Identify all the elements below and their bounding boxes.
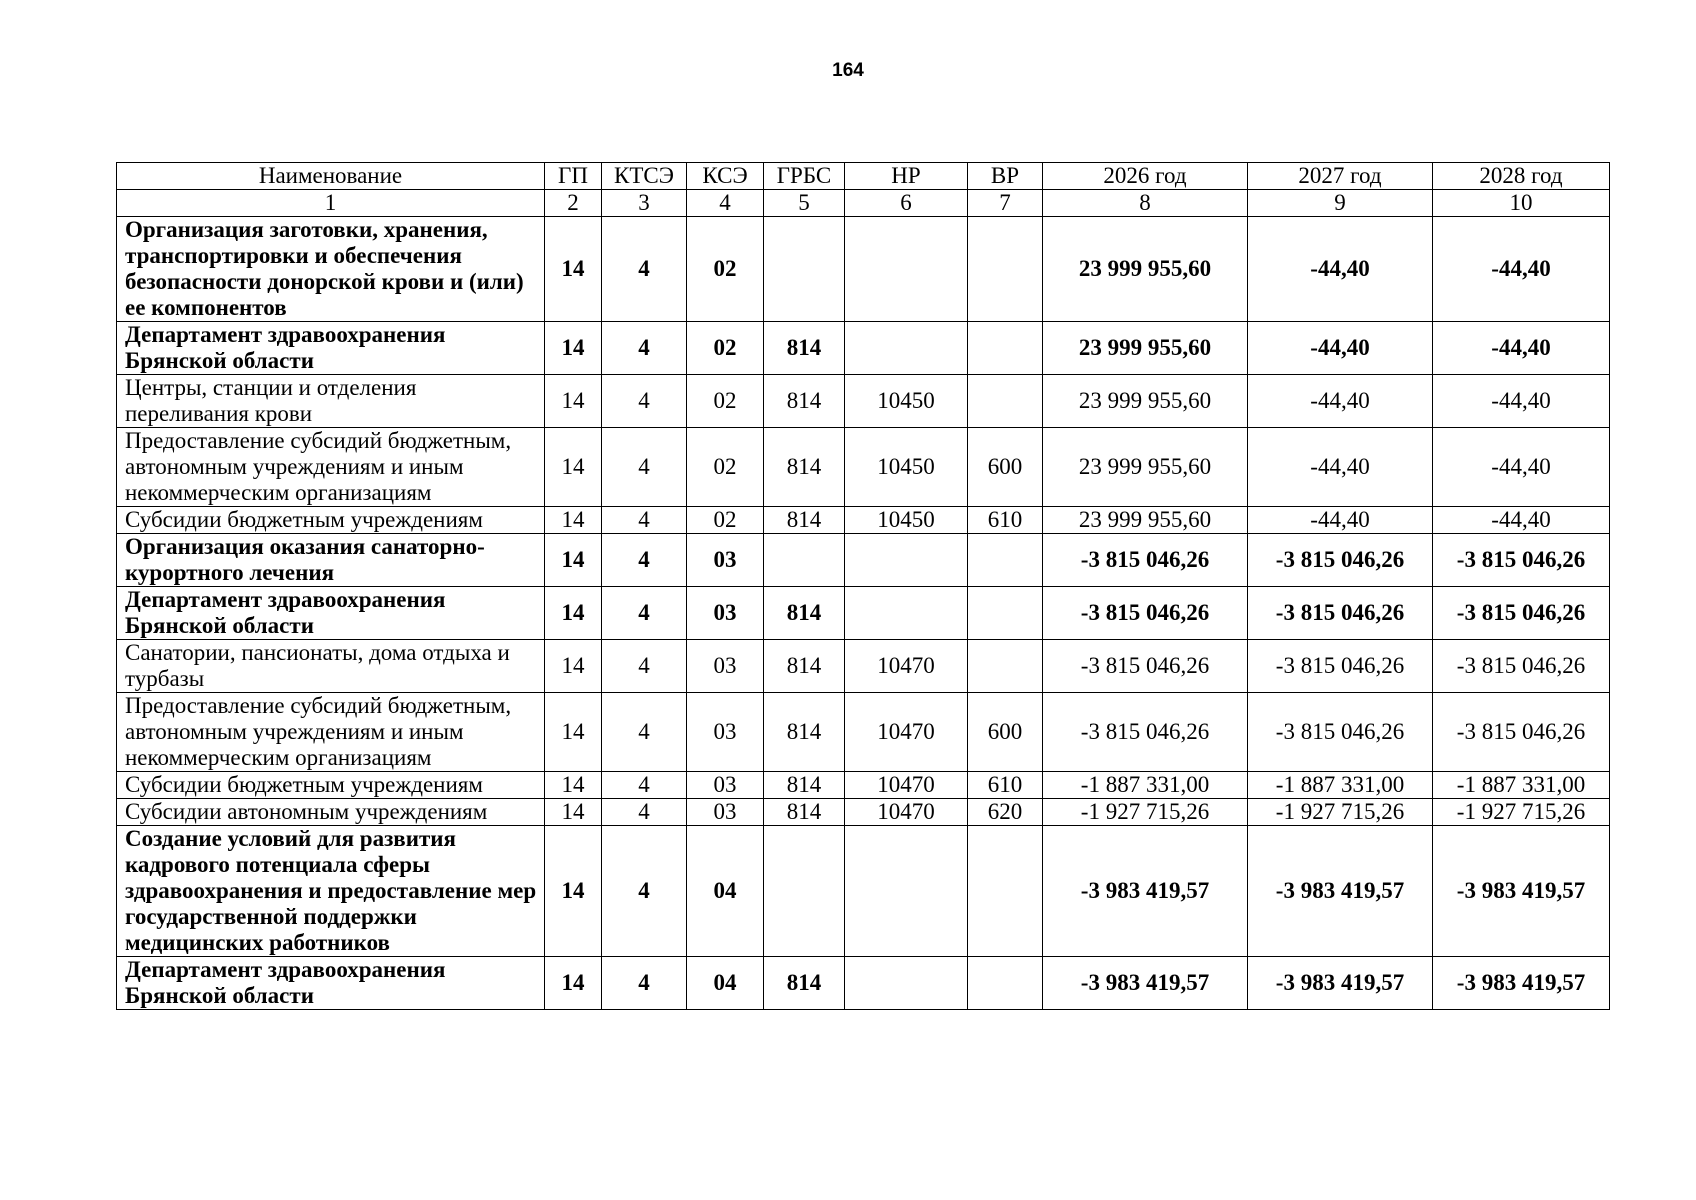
column-number: 9 <box>1248 190 1433 217</box>
cell-nr <box>845 322 968 375</box>
cell-nr: 10470 <box>845 772 968 799</box>
header-2027: 2027 год <box>1248 163 1433 190</box>
cell-kse: 02 <box>687 507 764 534</box>
row-name: Субсидии бюджетным учреждениям <box>117 507 545 534</box>
cell-vr <box>968 217 1043 322</box>
row-name: Департамент здравоохранения Брянской области <box>117 322 545 375</box>
cell-vr <box>968 587 1043 640</box>
cell-2027: -44,40 <box>1248 428 1433 507</box>
cell-2028: -3 983 419,57 <box>1433 957 1610 1010</box>
cell-kse: 03 <box>687 693 764 772</box>
column-number: 10 <box>1433 190 1610 217</box>
table-body <box>117 217 1610 1010</box>
cell-grbs: 814 <box>764 693 845 772</box>
row-name: Департамент здравоохранения Брянской области <box>117 957 545 1010</box>
cell-vr <box>968 322 1043 375</box>
column-number: 4 <box>687 190 764 217</box>
cell-vr <box>968 826 1043 957</box>
table-row <box>117 428 1610 507</box>
cell-2026: -3 983 419,57 <box>1043 826 1248 957</box>
cell-nr <box>845 957 968 1010</box>
cell-ktse: 4 <box>602 799 687 826</box>
cell-ktse: 4 <box>602 826 687 957</box>
cell-2028: -44,40 <box>1433 375 1610 428</box>
header-name: Наименование <box>117 163 545 190</box>
cell-vr <box>968 534 1043 587</box>
cell-2028: -3 983 419,57 <box>1433 826 1610 957</box>
cell-2027: -1 927 715,26 <box>1248 799 1433 826</box>
table-row <box>117 693 1610 772</box>
cell-2027: -3 983 419,57 <box>1248 826 1433 957</box>
cell-grbs: 814 <box>764 772 845 799</box>
header-row <box>117 163 1610 190</box>
cell-gp: 14 <box>545 799 602 826</box>
cell-nr: 10450 <box>845 428 968 507</box>
cell-kse: 04 <box>687 957 764 1010</box>
row-name: Организация оказания санаторно-курортного лечения <box>117 534 545 587</box>
cell-2028: -3 815 046,26 <box>1433 640 1610 693</box>
cell-nr <box>845 217 968 322</box>
cell-2028: -3 815 046,26 <box>1433 534 1610 587</box>
cell-gp: 14 <box>545 428 602 507</box>
cell-nr <box>845 587 968 640</box>
column-number: 2 <box>545 190 602 217</box>
cell-gp: 14 <box>545 375 602 428</box>
row-name: Организация заготовки, хранения, транспортировки и обеспечения безопасности донорской крови и (или) ее компонентов <box>117 217 545 322</box>
cell-gp: 14 <box>545 693 602 772</box>
table-row <box>117 534 1610 587</box>
cell-2026: 23 999 955,60 <box>1043 375 1248 428</box>
cell-nr <box>845 826 968 957</box>
cell-grbs <box>764 534 845 587</box>
cell-kse: 03 <box>687 772 764 799</box>
cell-kse: 02 <box>687 375 764 428</box>
cell-2028: -3 815 046,26 <box>1433 693 1610 772</box>
cell-2027: -44,40 <box>1248 217 1433 322</box>
header-2026: 2026 год <box>1043 163 1248 190</box>
page-number: 164 <box>832 60 864 81</box>
cell-vr <box>968 640 1043 693</box>
cell-grbs: 814 <box>764 957 845 1010</box>
cell-2026: -3 815 046,26 <box>1043 640 1248 693</box>
cell-2027: -3 815 046,26 <box>1248 534 1433 587</box>
cell-ktse: 4 <box>602 375 687 428</box>
cell-2027: -3 983 419,57 <box>1248 957 1433 1010</box>
cell-gp: 14 <box>545 534 602 587</box>
cell-nr: 10450 <box>845 375 968 428</box>
header-2028: 2028 год <box>1433 163 1610 190</box>
header-nr: НР <box>845 163 968 190</box>
cell-nr: 10450 <box>845 507 968 534</box>
row-name: Предоставление субсидий бюджетным, автономным учреждениям и иным некоммерческим организациям <box>117 693 545 772</box>
cell-2026: 23 999 955,60 <box>1043 428 1248 507</box>
cell-grbs: 814 <box>764 375 845 428</box>
cell-ktse: 4 <box>602 217 687 322</box>
table-row <box>117 799 1610 826</box>
table-row <box>117 957 1610 1010</box>
cell-2027: -44,40 <box>1248 375 1433 428</box>
cell-2028: -1 927 715,26 <box>1433 799 1610 826</box>
cell-grbs: 814 <box>764 507 845 534</box>
cell-2028: -3 815 046,26 <box>1433 587 1610 640</box>
table-row <box>117 217 1610 322</box>
cell-grbs: 814 <box>764 428 845 507</box>
cell-grbs: 814 <box>764 799 845 826</box>
cell-2027: -44,40 <box>1248 322 1433 375</box>
cell-2026: -3 815 046,26 <box>1043 693 1248 772</box>
cell-gp: 14 <box>545 826 602 957</box>
row-name: Центры, станции и отделения переливания крови <box>117 375 545 428</box>
cell-2026: -3 815 046,26 <box>1043 587 1248 640</box>
row-name: Субсидии автономным учреждениям <box>117 799 545 826</box>
cell-kse: 03 <box>687 534 764 587</box>
cell-kse: 03 <box>687 799 764 826</box>
cell-vr: 610 <box>968 772 1043 799</box>
cell-grbs: 814 <box>764 640 845 693</box>
cell-kse: 03 <box>687 640 764 693</box>
cell-nr: 10470 <box>845 693 968 772</box>
cell-2027: -44,40 <box>1248 507 1433 534</box>
table-header <box>117 163 1610 217</box>
cell-2026: -3 983 419,57 <box>1043 957 1248 1010</box>
cell-2026: -3 815 046,26 <box>1043 534 1248 587</box>
cell-kse: 02 <box>687 217 764 322</box>
cell-kse: 04 <box>687 826 764 957</box>
header-kse: КСЭ <box>687 163 764 190</box>
cell-2028: -1 887 331,00 <box>1433 772 1610 799</box>
cell-2028: -44,40 <box>1433 217 1610 322</box>
table-row <box>117 640 1610 693</box>
header-gp: ГП <box>545 163 602 190</box>
cell-gp: 14 <box>545 772 602 799</box>
cell-vr: 610 <box>968 507 1043 534</box>
table-row <box>117 772 1610 799</box>
cell-2027: -3 815 046,26 <box>1248 640 1433 693</box>
cell-vr: 620 <box>968 799 1043 826</box>
cell-2026: 23 999 955,60 <box>1043 217 1248 322</box>
cell-ktse: 4 <box>602 534 687 587</box>
table-row <box>117 375 1610 428</box>
table-row <box>117 507 1610 534</box>
header-grbs: ГРБС <box>764 163 845 190</box>
table-row <box>117 322 1610 375</box>
cell-vr: 600 <box>968 693 1043 772</box>
cell-2027: -3 815 046,26 <box>1248 693 1433 772</box>
cell-ktse: 4 <box>602 322 687 375</box>
cell-2027: -1 887 331,00 <box>1248 772 1433 799</box>
cell-vr <box>968 375 1043 428</box>
cell-kse: 02 <box>687 428 764 507</box>
row-name: Субсидии бюджетным учреждениям <box>117 772 545 799</box>
column-number: 1 <box>117 190 545 217</box>
cell-2026: -1 927 715,26 <box>1043 799 1248 826</box>
cell-vr <box>968 957 1043 1010</box>
cell-nr: 10470 <box>845 799 968 826</box>
cell-gp: 14 <box>545 640 602 693</box>
cell-kse: 02 <box>687 322 764 375</box>
cell-2026: 23 999 955,60 <box>1043 507 1248 534</box>
row-name: Создание условий для развития кадрового потенциала сферы здравоохранения и предоставление мер государственной поддержки медицинских работников <box>117 826 545 957</box>
cell-ktse: 4 <box>602 428 687 507</box>
cell-2026: 23 999 955,60 <box>1043 322 1248 375</box>
cell-2027: -3 815 046,26 <box>1248 587 1433 640</box>
cell-gp: 14 <box>545 957 602 1010</box>
row-name: Департамент здравоохранения Брянской области <box>117 587 545 640</box>
cell-2028: -44,40 <box>1433 322 1610 375</box>
cell-nr <box>845 534 968 587</box>
column-number-row <box>117 190 1610 217</box>
cell-gp: 14 <box>545 217 602 322</box>
cell-ktse: 4 <box>602 957 687 1010</box>
cell-vr: 600 <box>968 428 1043 507</box>
cell-2026: -1 887 331,00 <box>1043 772 1248 799</box>
cell-kse: 03 <box>687 587 764 640</box>
cell-ktse: 4 <box>602 507 687 534</box>
cell-ktse: 4 <box>602 693 687 772</box>
cell-ktse: 4 <box>602 587 687 640</box>
cell-gp: 14 <box>545 507 602 534</box>
cell-grbs: 814 <box>764 587 845 640</box>
budget-table <box>116 162 1610 1010</box>
row-name: Санатории, пансионаты, дома отдыха и турбазы <box>117 640 545 693</box>
table-row <box>117 587 1610 640</box>
cell-ktse: 4 <box>602 640 687 693</box>
column-number: 3 <box>602 190 687 217</box>
column-number: 6 <box>845 190 968 217</box>
cell-gp: 14 <box>545 587 602 640</box>
cell-2028: -44,40 <box>1433 428 1610 507</box>
cell-grbs <box>764 217 845 322</box>
cell-grbs: 814 <box>764 322 845 375</box>
cell-ktse: 4 <box>602 772 687 799</box>
column-number: 5 <box>764 190 845 217</box>
column-number: 7 <box>968 190 1043 217</box>
column-number: 8 <box>1043 190 1248 217</box>
cell-nr: 10470 <box>845 640 968 693</box>
header-ktse: КТСЭ <box>602 163 687 190</box>
row-name: Предоставление субсидий бюджетным, автономным учреждениям и иным некоммерческим организациям <box>117 428 545 507</box>
table-row <box>117 826 1610 957</box>
header-vr: ВР <box>968 163 1043 190</box>
cell-grbs <box>764 826 845 957</box>
cell-gp: 14 <box>545 322 602 375</box>
cell-2028: -44,40 <box>1433 507 1610 534</box>
